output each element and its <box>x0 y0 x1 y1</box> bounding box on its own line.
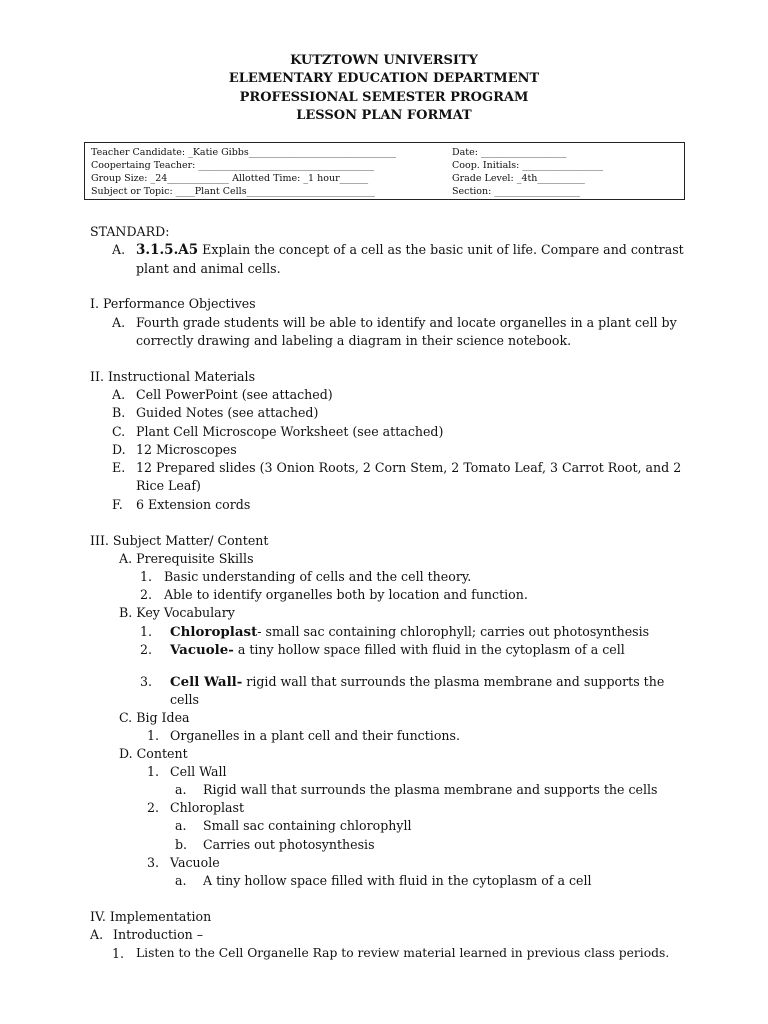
content-subitem-marker: a. <box>175 782 187 797</box>
prereq-marker: 1. <box>140 569 153 584</box>
materials-item: 6 Extension cords <box>136 497 251 512</box>
materials-marker: B. <box>112 405 126 420</box>
implementation-heading: IV. Implementation <box>90 909 212 924</box>
subject-field: Subject or Topic: ____Plant Cells___________________________ <box>91 186 375 197</box>
implementation-marker: 1. <box>112 946 125 961</box>
content-item: Chloroplast <box>170 800 245 815</box>
standard-heading: STANDARD: <box>90 224 170 239</box>
vocab-item <box>170 674 664 690</box>
standard-text-line1: Explain the concept of a cell as the basic unit of life. Compare and contrast <box>198 242 684 257</box>
materials-heading: II. Instructional Materials <box>90 369 256 384</box>
content-item: Cell Wall <box>170 764 227 779</box>
teacher-candidate-field: Teacher Candidate: _Katie Gibbs_______________________________ <box>91 147 397 158</box>
materials-marker: D. <box>112 442 126 457</box>
content-item: Vacuole <box>170 855 220 870</box>
implementation-item: Listen to the Cell Organelle Rap to review material learned in previous class periods. <box>136 946 670 960</box>
vocab-item-continued: cells <box>170 692 200 707</box>
vocab-label: B. Key Vocabulary <box>119 605 235 620</box>
content-subitem: Rigid wall that surrounds the plasma membrane and supports the cells <box>203 782 658 797</box>
materials-item-continued: Rice Leaf) <box>136 478 201 493</box>
materials-marker: A. <box>112 387 126 402</box>
vocab-term: Vacuole- <box>170 642 234 658</box>
vocab-marker: 2. <box>140 642 153 657</box>
big-idea-label: C. Big Idea <box>119 710 190 725</box>
materials-item: Cell PowerPoint (see attached) <box>136 387 333 402</box>
content-marker: 3. <box>147 855 160 870</box>
prereq-marker: 2. <box>140 587 153 602</box>
content-subitem: A tiny hollow space filled with fluid in the cytoplasm of a cell <box>203 873 592 888</box>
big-idea-item: Organelles in a plant cell and their functions. <box>170 728 460 743</box>
content-subitem-marker: b. <box>175 837 188 852</box>
vocab-term: Chloroplast <box>170 624 258 640</box>
performance-line2: correctly drawing and labeling a diagram in their science notebook. <box>136 333 572 348</box>
vocab-item <box>170 624 649 640</box>
performance-line1: Fourth grade students will be able to identify and locate organelles in a plant cell by <box>136 315 677 330</box>
prereq-item: Able to identify organelles both by location and function. <box>164 587 528 602</box>
department-title: ELEMENTARY EDUCATION DEPARTMENT <box>228 71 540 87</box>
section-field: Section: __________________ <box>452 186 580 197</box>
vocab-term: Cell Wall- <box>170 674 243 690</box>
standard-text <box>136 242 684 258</box>
prereq-item: Basic understanding of cells and the cell theory. <box>164 569 472 584</box>
vocab-definition: a tiny hollow space filled with fluid in the cytoplasm of a cell <box>233 642 625 657</box>
content-subitem: Carries out photosynthesis <box>203 837 375 852</box>
materials-marker: E. <box>112 460 126 475</box>
materials-marker: C. <box>112 424 126 439</box>
content-marker: 1. <box>147 764 160 779</box>
standard-marker: A. <box>112 242 126 257</box>
materials-marker: F. <box>112 497 123 512</box>
vocab-marker: 1. <box>140 624 153 639</box>
materials-item: Plant Cell Microscope Worksheet (see attached) <box>136 424 444 439</box>
group-size-field: Group Size: _24_____________ Allotted Time: _1 hour______ <box>91 173 369 184</box>
date-field: Date: __________________ <box>452 147 567 158</box>
introduction-label: Introduction – <box>113 927 204 942</box>
format-title: LESSON PLAN FORMAT <box>296 107 472 123</box>
grade-level-field: Grade Level: _4th__________ <box>452 173 585 184</box>
prereq-label: A. Prerequisite Skills <box>119 551 254 566</box>
introduction-marker: A. <box>90 927 104 942</box>
performance-heading: I. Performance Objectives <box>90 296 256 311</box>
performance-marker: A. <box>112 315 126 330</box>
big-idea-marker: 1. <box>147 728 160 743</box>
materials-item: 12 Prepared slides (3 Onion Roots, 2 Corn Stem, 2 Tomato Leaf, 3 Carrot Root, and 2 <box>136 460 682 475</box>
standard-code: 3.1.5.A5 <box>136 242 199 258</box>
vocab-marker: 3. <box>140 674 153 689</box>
vocab-item <box>170 642 625 658</box>
lesson-info-box <box>84 142 685 200</box>
content-marker: 2. <box>147 800 160 815</box>
university-title: KUTZTOWN UNIVERSITY <box>290 53 478 68</box>
content-subitem-marker: a. <box>175 818 187 833</box>
vocab-definition: rigid wall that surrounds the plasma membrane and supports the <box>242 674 665 689</box>
materials-item: Guided Notes (see attached) <box>136 405 319 420</box>
content-label: D. Content <box>119 746 188 761</box>
standard-text-line2: plant and animal cells. <box>136 261 281 276</box>
subject-matter-heading: III. Subject Matter/ Content <box>90 533 269 548</box>
cooperating-teacher-field: Coopertaing Teacher: _____________________________________ <box>91 160 375 171</box>
content-subitem: Small sac containing chlorophyll <box>203 818 412 833</box>
coop-initials-field: Coop. Initials: _________________ <box>452 160 604 171</box>
program-title: PROFESSIONAL SEMESTER PROGRAM <box>239 89 529 105</box>
document-header <box>0 52 768 125</box>
vocab-definition: - small sac containing chlorophyll; carries out photosynthesis <box>257 624 650 639</box>
materials-item: 12 Microscopes <box>136 442 237 457</box>
content-subitem-marker: a. <box>175 873 187 888</box>
